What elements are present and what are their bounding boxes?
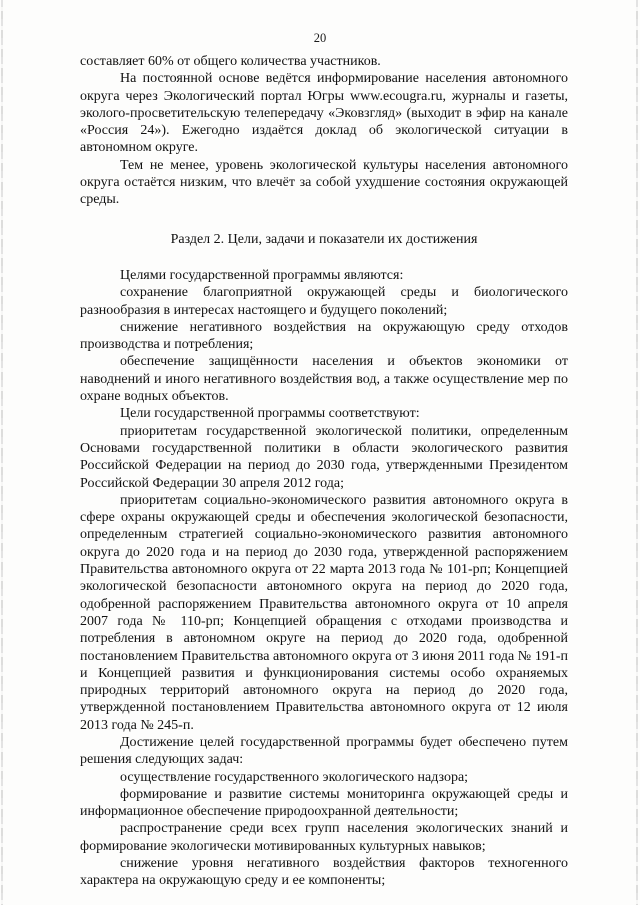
- paragraph: Достижение целей государственной программы будет обеспечено путем решения следующих задач:: [80, 734, 568, 768]
- paragraph: сохранение благоприятной окружающей среды и биологического разнообразия в интересах настоящего и будущего поколений;: [80, 285, 568, 318]
- section-heading: Раздел 2. Цели, задачи и показатели их достижения: [170, 231, 478, 247]
- paragraph: распространение среди всех групп населения экологических знаний и формирование экологически мотивированных культурных навыков;: [80, 821, 568, 854]
- scan-edge-left: [1, 0, 3, 905]
- paragraph: приоритетам государственной экологической политики, определенным Основами государственной политики в области экологического развития Российской Федерации на период до 2030 года, утвержденными Президентом Российской Федерации 30 апреля 2012 года;: [80, 423, 568, 491]
- paragraph: Целями государственной программы являются:: [120, 267, 404, 283]
- paragraph: обеспечение защищённости населения и объектов экономики от наводнений и иного негативного воздействия вод, а также осуществление мер по охране водных объектов.: [80, 354, 568, 405]
- paragraph: осуществление государственного экологического надзора;: [120, 769, 469, 785]
- paragraph: Цели государственной программы соответствуют:: [120, 406, 420, 422]
- paragraph: снижение уровня негативного воздействия факторов техногенного характера на окружающую среду и ее компоненты;: [80, 856, 568, 889]
- paragraph: На постоянной основе ведётся информирование населения автономного округа через Экологический портал Югры www.ecougra.ru, журналы и газеты, эколого-просветительскую телепередачу «Эковзгляд» (выходит в эфир на канале «Россия 24»). Ежегодно издаётся доклад об экологической ситуации в автономном округе.: [80, 71, 568, 156]
- scan-edge-right: [636, 0, 638, 905]
- paragraph: снижение негативного воздействия на окружающую среду отходов производства и потребления;: [80, 319, 568, 353]
- paragraph: Тем не менее, уровень экологической культуры населения автономного округа остаётся низким, что влечёт за собой ухудшение состояния окружающей среды.: [80, 157, 568, 208]
- paragraph: приоритетам социально-экономического развития автономного округа в сфере охраны окружающей среды и обеспечения экологической безопасности, определенным стратегией социально-экономического развития автономного округа до 2020 года и на период до 2030 года, утвержденной распоряжением Правительства автономного округа от 22 марта 2013 года № 101-рп; Концепцией экологической безопасности автономного округа на период до 2020 года, одобренной распоряжением Правительства автономного округа от 10 апреля 2007 года № 110-рп; Концепцией обращения с отходами производства и потребления в автономном округе на период до 2020 года, одобренной постановлением Правительства автономного округа от 3 июня 2011 года № 191-п и Концепцией развития и функционирования системы особо охраняемых природных территорий автономного округа на период до 2020 года, утвержденной постановлением Правительства автономного округа от 12 июля 2013 года № 245-п.: [80, 492, 568, 733]
- document-body: [80, 53, 568, 890]
- paragraph: формирование и развитие системы мониторинга окружающей среды и информационное обеспечение природоохранной деятельности;: [80, 786, 568, 820]
- paragraph: составляет 60% от общего количества участников.: [80, 54, 381, 69]
- page-number: 20: [313, 31, 327, 45]
